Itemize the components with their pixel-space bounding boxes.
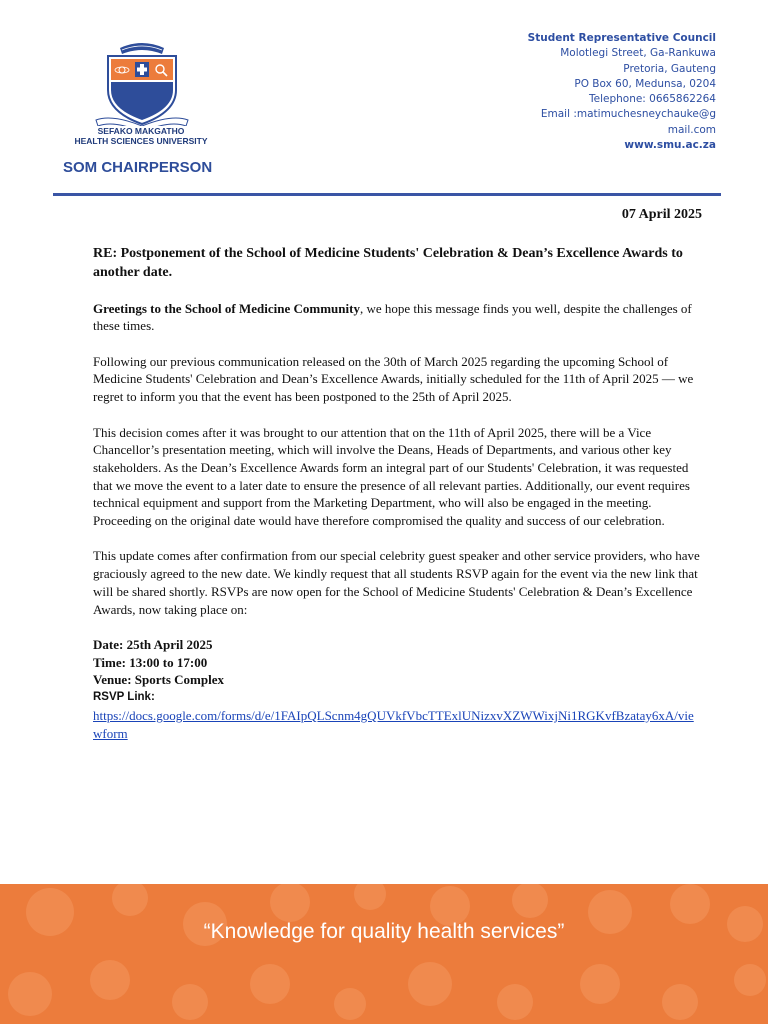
greeting-paragraph <box>93 300 702 335</box>
paragraph-2: This decision comes after it was brought to our attention that on the 11th of April 2025, there will be a Vice Chancellor’s presentation meeting, which will involve the Deans, Heads of Departments, and various other key stakeholders. As the Dean’s Excellence Awards form an integral part of our Students' Celebration, it was requested that we move the event to a later date to ensure the presence of all relevant parties. Additionally, our event requires technical equipment and support from the Marketing Department, who will also be engaged in the meeting. Proceeding on the original date would have therefore compromised the quality and success of our celebration. <box>93 424 690 529</box>
footer-banner <box>0 884 768 1024</box>
letter-subject: RE: Postponement of the School of Medicine Students' Celebration & Dean’s Excellence Awards to another date. <box>93 246 683 280</box>
university-name-line2: HEALTH SCIENCES UNIVERSITY <box>74 136 208 146</box>
contact-block <box>528 31 716 153</box>
event-details <box>93 636 702 742</box>
footer-pattern <box>0 884 768 1024</box>
university-name-line1: SEFAKO MAKGATHO <box>97 126 185 136</box>
greeting-bold: Greetings to the School of Medicine Community <box>93 300 360 316</box>
contact-telephone: Telephone: 0665862264 <box>588 93 716 106</box>
role-title: SOM CHAIRPERSON <box>63 159 213 176</box>
letter-date: 07 April 2025 <box>621 207 702 222</box>
contact-city: Pretoria, Gauteng <box>623 62 716 75</box>
contact-email-line2: mail.com <box>667 123 716 136</box>
event-date: Date: 25th April 2025 <box>93 636 213 652</box>
event-venue: Venue: Sports Complex <box>93 672 224 688</box>
contact-email-line1: Email :matimuchesneychauke@g <box>540 108 716 121</box>
footer-tagline: “Knowledge for quality health services” <box>203 920 565 943</box>
rsvp-link[interactable]: https://docs.google.com/forms/d/e/1FAIpQLScnm4gQUVkfVbcTTExlUNizxvXZWWixjNi1RGKvfBzatay6xA/viewform <box>93 707 694 741</box>
paragraph-3: This update comes after confirmation from our special celebrity guest speaker and other service providers, who have graciously agreed to the new date. We kindly request that all students RSVP again for the event via the new link that will be shared shortly. RSVPs are now open for the School of Medicine Students' Celebration & Dean’s Excellence Awards, now taking place on: <box>93 548 700 617</box>
contact-website: www.smu.ac.za <box>624 139 716 152</box>
greeting-rest: , we hope this message finds you well, despite the challenges of these times. <box>93 300 692 334</box>
contact-street: Molotlegi Street, Ga-Rankuwa <box>560 47 716 60</box>
contact-org: Student Representative Council <box>527 32 716 44</box>
university-name <box>66 126 216 146</box>
paragraph-1: Following our previous communication released on the 30th of March 2025 regarding the upcoming School of Medicine Students' Celebration and Dean’s Excellence Awards, initially scheduled for the 11th of April 2025 — we regret to inform you that the event has been postponed to the 25th of April 2025. <box>93 353 694 405</box>
letter-body <box>93 245 702 742</box>
event-time: Time: 13:00 to 17:00 <box>93 654 208 670</box>
contact-po-box: PO Box 60, Medunsa, 0204 <box>574 77 716 90</box>
rsvp-label: RSVP Link: <box>93 691 155 704</box>
header-divider <box>53 193 721 196</box>
